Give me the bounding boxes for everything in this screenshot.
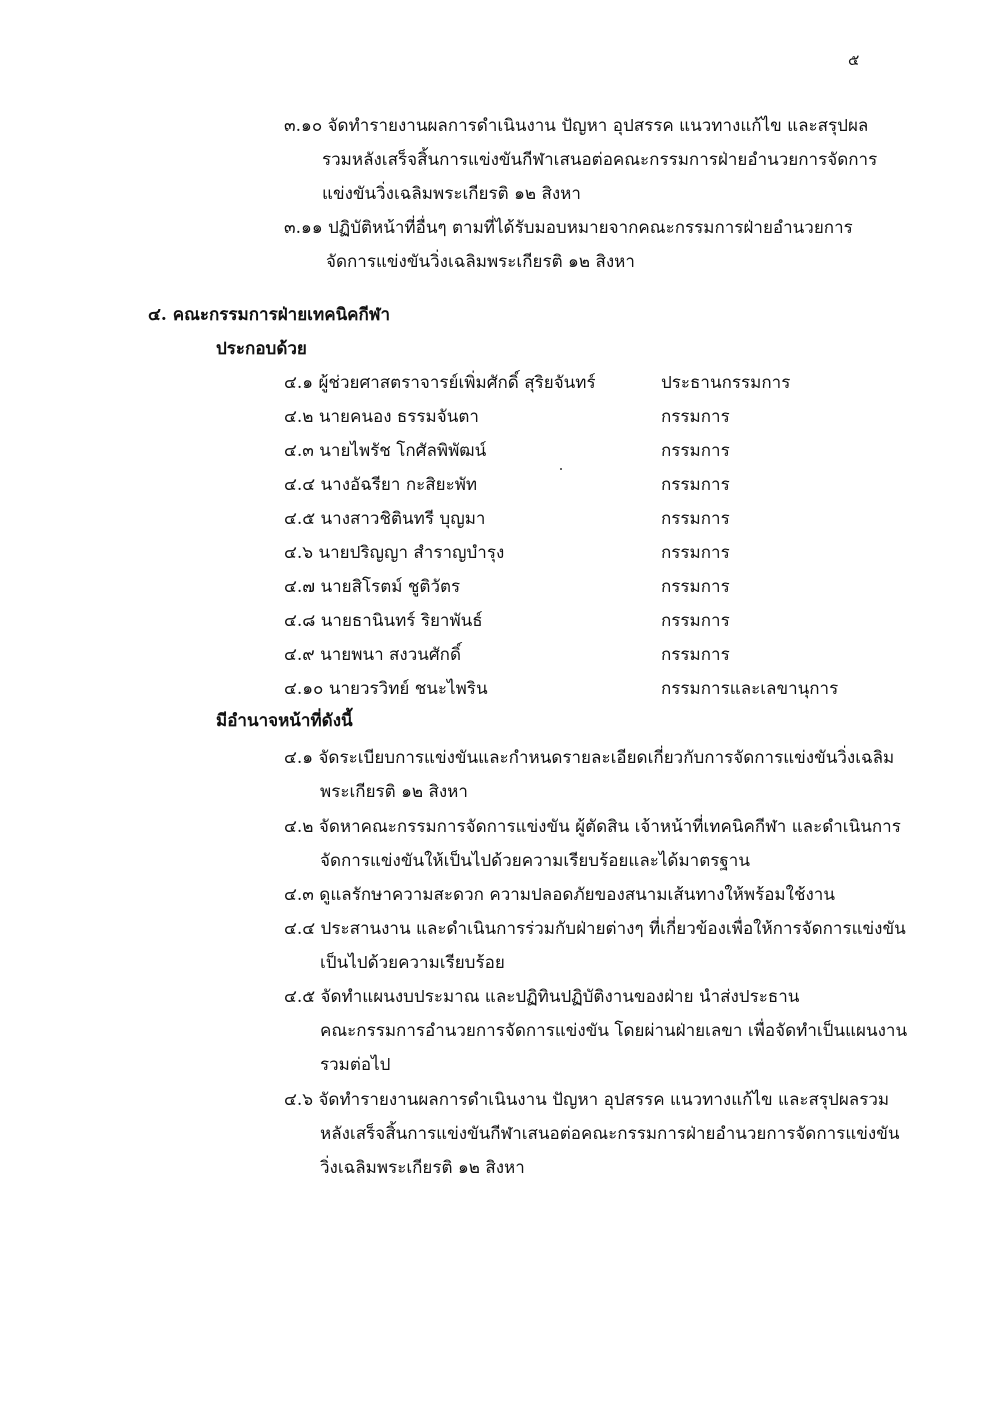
prev-item-3-11-line-1: ๓.๑๑ ปฏิบัติหน้าที่อื่นๆ ตามที่ได้รับมอบหมายจากคณะกรรมการฝ่ายอำนวยการ bbox=[284, 218, 853, 238]
member-role: กรรมการ bbox=[661, 577, 730, 597]
page-number: ๕ bbox=[848, 51, 860, 69]
prev-item-3-10-line-1: ๓.๑๐ จัดทำรายงานผลการดำเนินงาน ปัญหา อุปสรรค แนวทางแก้ไข และสรุปผล bbox=[284, 116, 869, 136]
section-heading: ๔. คณะกรรมการฝ่ายเทคนิคกีฬา bbox=[148, 305, 391, 325]
member-role: กรรมการ bbox=[661, 611, 730, 631]
prev-item-3-10-line-3: แข่งขันวิ่งเฉลิมพระเกียรติ ๑๒ สิงหา bbox=[322, 184, 581, 204]
members-heading: ประกอบด้วย bbox=[216, 339, 307, 359]
member-name: ๔.๙ นายพนา สงวนศักดิ์ bbox=[284, 645, 461, 665]
member-role: กรรมการ bbox=[661, 475, 730, 495]
duty-4-3-line-1: ๔.๓ ดูแลรักษาความสะดวก ความปลอดภัยของสนามเส้นทางให้พร้อมใช้งาน bbox=[284, 885, 835, 905]
member-name: ๔.๘ นายธานินทร์ ริยาพันธ์ bbox=[284, 611, 483, 631]
stray-dot bbox=[560, 468, 562, 470]
member-name: ๔.๔ นางอัฉรียา กะสิยะพัท bbox=[284, 475, 478, 495]
duty-4-5-line-3: รวมต่อไป bbox=[320, 1055, 391, 1075]
duty-4-2-line-1: ๔.๒ จัดหาคณะกรรมการจัดการแข่งขัน ผู้ตัดสิน เจ้าหน้าที่เทคนิคกีฬา และดำเนินการ bbox=[284, 817, 901, 837]
member-role: กรรมการ bbox=[661, 407, 730, 427]
prev-item-3-10-line-2: รวมหลังเสร็จสิ้นการแข่งขันกีฬาเสนอต่อคณะกรรมการฝ่ายอำนวยการจัดการ bbox=[322, 150, 878, 170]
duties-heading: มีอำนาจหน้าที่ดังนี้ bbox=[216, 711, 353, 731]
member-name: ๔.๕ นางสาวชิตินทรี บุญมา bbox=[284, 509, 486, 529]
duty-4-4-line-1: ๔.๔ ประสานงาน และดำเนินการร่วมกับฝ่ายต่างๆ ที่เกี่ยวข้องเพื่อให้การจัดการแข่งขัน bbox=[284, 919, 906, 939]
member-name: ๔.๑๐ นายวรวิทย์ ชนะไพริน bbox=[284, 679, 488, 699]
member-name: ๔.๓ นายไพรัช โกศัลพิพัฒน์ bbox=[284, 441, 487, 461]
member-name: ๔.๖ นายปริญญา สำราญบำรุง bbox=[284, 543, 505, 563]
duty-4-1-line-1: ๔.๑ จัดระเบียบการแข่งขันและกำหนดรายละเอียดเกี่ยวกับการจัดการแข่งขันวิ่งเฉลิม bbox=[284, 748, 895, 768]
duty-4-4-line-2: เป็นไปด้วยความเรียบร้อย bbox=[320, 953, 505, 973]
member-role: กรรมการและเลขานุการ bbox=[661, 679, 839, 699]
member-name: ๔.๒ นายคนอง ธรรมจันตา bbox=[284, 407, 479, 427]
duty-4-6-line-2: หลังเสร็จสิ้นการแข่งขันกีฬาเสนอต่อคณะกรรมการฝ่ายอำนวยการจัดการแข่งขัน bbox=[320, 1124, 900, 1144]
member-role: กรรมการ bbox=[661, 645, 730, 665]
duty-4-5-line-2: คณะกรรมการอำนวยการจัดการแข่งขัน โดยผ่านฝ่ายเลขา เพื่อจัดทำเป็นแผนงาน bbox=[320, 1021, 908, 1041]
member-name: ๔.๗ นายสิโรตม์ ชูติวัตร bbox=[284, 577, 461, 597]
member-role: กรรมการ bbox=[661, 509, 730, 529]
duty-4-5-line-1: ๔.๕ จัดทำแผนงบประมาณ และปฏิทินปฏิบัติงานของฝ่าย นำส่งประธาน bbox=[284, 987, 800, 1007]
duty-4-1-line-2: พระเกียรติ ๑๒ สิงหา bbox=[320, 782, 468, 802]
duty-4-6-line-1: ๔.๖ จัดทำรายงานผลการดำเนินงาน ปัญหา อุปสรรค แนวทางแก้ไข และสรุปผลรวม bbox=[284, 1090, 890, 1110]
duty-4-2-line-2: จัดการแข่งขันให้เป็นไปด้วยความเรียบร้อยและได้มาตรฐาน bbox=[320, 851, 750, 871]
member-role: กรรมการ bbox=[661, 441, 730, 461]
member-name: ๔.๑ ผู้ช่วยศาสตราจารย์เพิ่มศักดิ์ สุริยจันทร์ bbox=[284, 373, 596, 393]
member-role: ประธานกรรมการ bbox=[661, 373, 791, 393]
duty-4-6-line-3: วิ่งเฉลิมพระเกียรติ ๑๒ สิงหา bbox=[320, 1158, 525, 1178]
member-role: กรรมการ bbox=[661, 543, 730, 563]
prev-item-3-11-line-2: จัดการแข่งขันวิ่งเฉลิมพระเกียรติ ๑๒ สิงหา bbox=[326, 252, 635, 272]
